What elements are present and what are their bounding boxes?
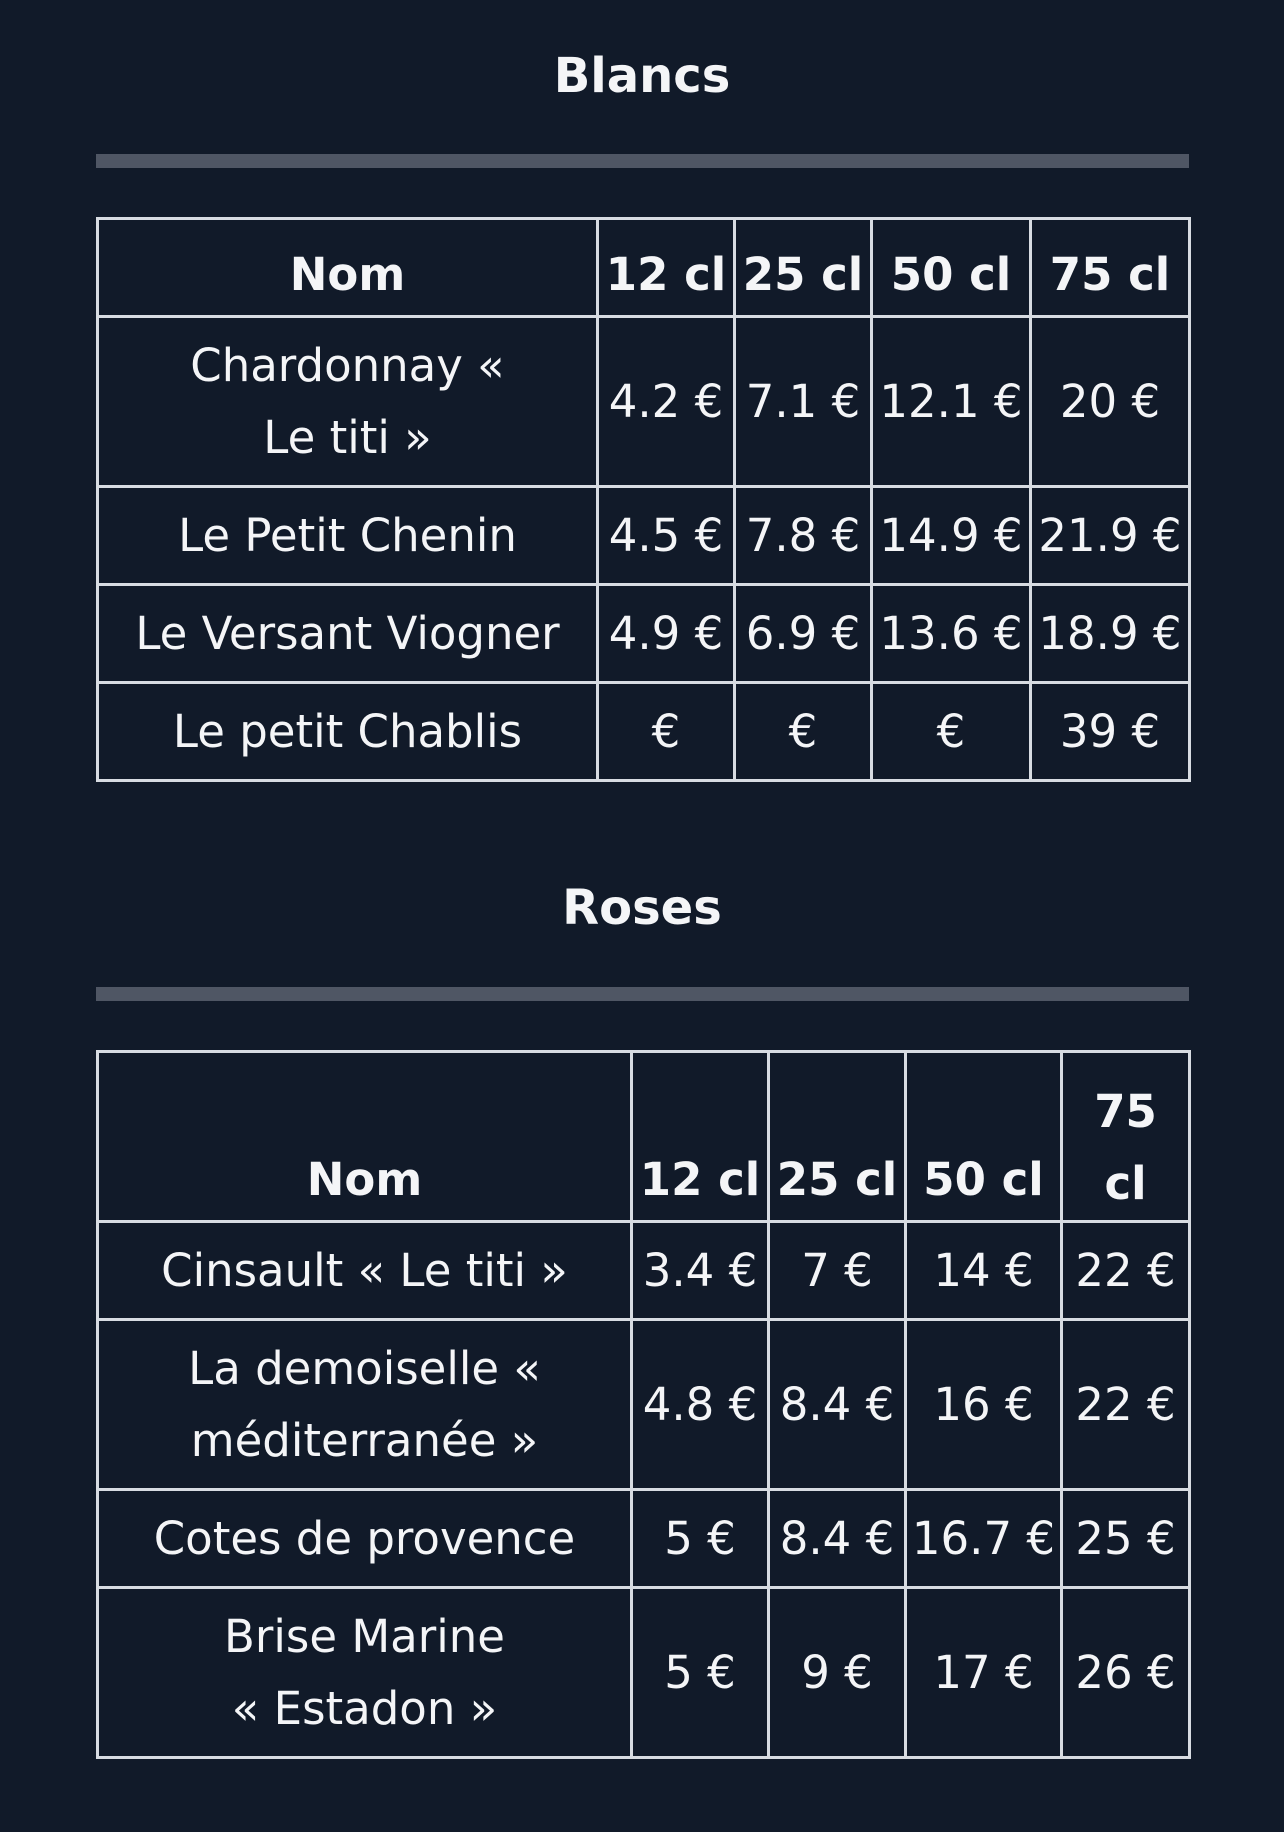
section-divider bbox=[96, 154, 1189, 168]
section-title-roses: Roses bbox=[562, 880, 722, 936]
price-cell: 14.9 € bbox=[872, 487, 1031, 585]
column-header-25cl: 25 cl bbox=[769, 1052, 906, 1222]
table-row bbox=[98, 683, 1190, 781]
column-header-50cl: 50 cl bbox=[872, 219, 1031, 317]
wine-name: La demoiselle « méditerranée » bbox=[98, 1320, 632, 1490]
price-cell: 5 € bbox=[632, 1588, 769, 1758]
price-cell: 17 € bbox=[906, 1588, 1062, 1758]
table-row bbox=[98, 1490, 1190, 1588]
section-divider bbox=[96, 987, 1189, 1001]
price-table-roses bbox=[96, 1050, 1191, 1759]
price-cell: 3.4 € bbox=[632, 1222, 769, 1320]
price-cell: 22 € bbox=[1062, 1222, 1190, 1320]
price-cell: 7 € bbox=[769, 1222, 906, 1320]
wine-name: Le Petit Chenin bbox=[98, 487, 598, 585]
wine-name: Cinsault « Le titi » bbox=[98, 1222, 632, 1320]
wine-name: Le Versant Viogner bbox=[98, 585, 598, 683]
price-cell: 8.4 € bbox=[769, 1320, 906, 1490]
price-cell: 16 € bbox=[906, 1320, 1062, 1490]
price-cell: € bbox=[598, 683, 735, 781]
column-header-75cl: 75 cl bbox=[1062, 1052, 1190, 1222]
column-header-name: Nom bbox=[98, 219, 598, 317]
column-header-75cl: 75 cl bbox=[1031, 219, 1190, 317]
price-cell: 16.7 € bbox=[906, 1490, 1062, 1588]
price-cell: 39 € bbox=[1031, 683, 1190, 781]
table-row bbox=[98, 585, 1190, 683]
table-row bbox=[98, 317, 1190, 487]
section-title-blancs: Blancs bbox=[553, 48, 731, 104]
price-cell: 14 € bbox=[906, 1222, 1062, 1320]
price-cell: 25 € bbox=[1062, 1490, 1190, 1588]
price-cell: 18.9 € bbox=[1031, 585, 1190, 683]
price-table-blancs bbox=[96, 217, 1191, 782]
wine-name: Le petit Chablis bbox=[98, 683, 598, 781]
table-row bbox=[98, 487, 1190, 585]
price-cell: 21.9 € bbox=[1031, 487, 1190, 585]
price-cell: 8.4 € bbox=[769, 1490, 906, 1588]
price-cell: 4.9 € bbox=[598, 585, 735, 683]
price-cell: 9 € bbox=[769, 1588, 906, 1758]
price-cell: 4.5 € bbox=[598, 487, 735, 585]
price-cell: 22 € bbox=[1062, 1320, 1190, 1490]
wine-name: Brise Marine « Estadon » bbox=[98, 1588, 632, 1758]
table-row bbox=[98, 1588, 1190, 1758]
column-header-50cl: 50 cl bbox=[906, 1052, 1062, 1222]
table-header-row bbox=[98, 1052, 1190, 1222]
price-cell: 20 € bbox=[1031, 317, 1190, 487]
wine-name: Cotes de provence bbox=[98, 1490, 632, 1588]
column-header-12cl: 12 cl bbox=[632, 1052, 769, 1222]
column-header-12cl: 12 cl bbox=[598, 219, 735, 317]
price-cell: 6.9 € bbox=[735, 585, 872, 683]
price-cell: 13.6 € bbox=[872, 585, 1031, 683]
price-cell: 4.8 € bbox=[632, 1320, 769, 1490]
price-cell: € bbox=[735, 683, 872, 781]
price-cell: 7.8 € bbox=[735, 487, 872, 585]
price-cell: 7.1 € bbox=[735, 317, 872, 487]
column-header-25cl: 25 cl bbox=[735, 219, 872, 317]
table-header-row bbox=[98, 219, 1190, 317]
table-row bbox=[98, 1222, 1190, 1320]
price-cell: 4.2 € bbox=[598, 317, 735, 487]
price-cell: 5 € bbox=[632, 1490, 769, 1588]
wine-name: Chardonnay « Le titi » bbox=[98, 317, 598, 487]
price-cell: 26 € bbox=[1062, 1588, 1190, 1758]
price-cell: € bbox=[872, 683, 1031, 781]
table-row bbox=[98, 1320, 1190, 1490]
price-cell: 12.1 € bbox=[872, 317, 1031, 487]
column-header-name: Nom bbox=[98, 1052, 632, 1222]
